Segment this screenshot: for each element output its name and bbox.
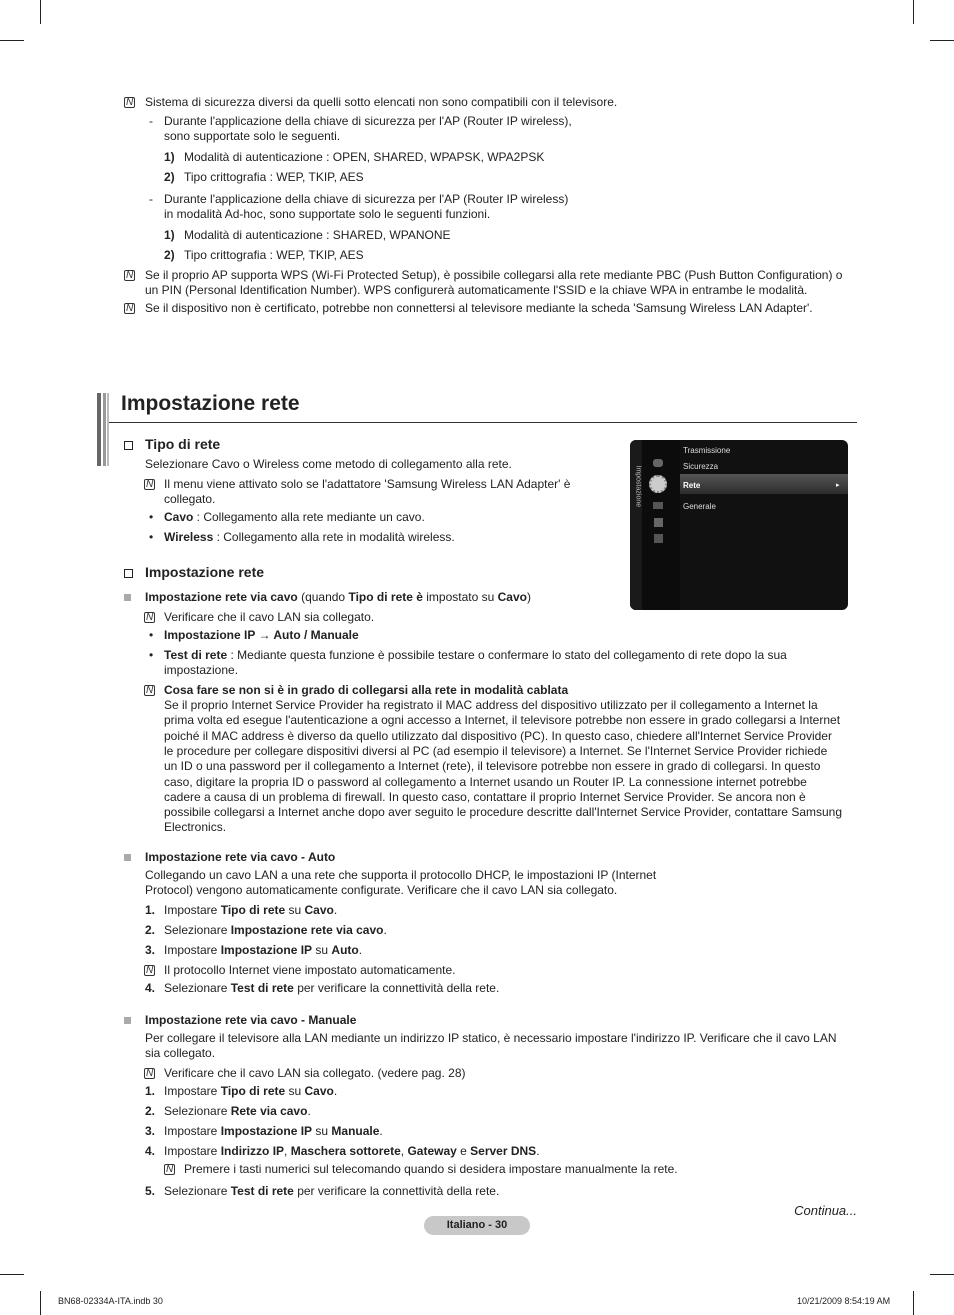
note-text: un PIN (Personal Identification Number). WPS configurerà automaticamente l'SSID e la chiave WPA in entrambe le modalità. — [145, 283, 808, 297]
tv-menu-item: Trasmissione — [683, 446, 731, 455]
note-text: Verificare che il cavo LAN sia collegato. — [164, 610, 375, 624]
dash-text: Durante l'applicazione della chiave di sicurezza per l'AP (Router IP wireless) — [164, 192, 569, 206]
note-line: poiché il MAC address è diverso da quello utilizzato dal dispositivo (PC). In questo caso, chiedere all'Internet Service Provider — [164, 728, 832, 743]
note-line: un ID o una password per il collegamento a Internet (rete), il televisore potrebbe non essere in grado di collegarsi. In questo — [164, 759, 821, 774]
step-text: Selezionare Test di rete per verificare la connettività della rete. — [164, 1184, 500, 1198]
bullet: • — [149, 530, 154, 544]
step-number: 4. — [145, 981, 156, 995]
tv-menu-screenshot — [630, 440, 848, 610]
step-text: Impostare Tipo di rete su Cavo. — [164, 1084, 338, 1098]
bullet: • — [149, 628, 154, 642]
title-underline — [109, 422, 857, 423]
step-number: 4. — [145, 1144, 156, 1158]
bullet-text: Test di rete : Mediante questa funzione è possibile testare o confermare lo stato del collegamento di rete dopo la sua — [164, 648, 787, 662]
dash: - — [149, 192, 153, 206]
checkbox-icon — [124, 441, 133, 450]
tv-menu-item: Sicurezza — [683, 462, 719, 471]
section-line: Impostazione rete via cavo (quando Tipo di rete è impostato su Cavo) — [145, 590, 531, 604]
item-number: 1) — [164, 150, 175, 164]
note-line: Electronics. — [164, 820, 227, 835]
tv-side-label: Impostazione — [634, 465, 642, 508]
dash-text: Durante l'applicazione della chiave di sicurezza per l'AP (Router IP wireless), — [164, 114, 572, 128]
bullet-text: impostazione. — [164, 663, 239, 677]
bullet: • — [149, 510, 154, 524]
step-text: Impostare Impostazione IP su Manuale. — [164, 1124, 383, 1138]
page-number-badge — [424, 1216, 530, 1235]
tv-menu-item: Generale — [683, 502, 716, 511]
paragraph: Collegando un cavo LAN a una rete che supporta il protocollo DHCP, le impostazioni IP (Internet — [145, 868, 657, 882]
bullet: • — [149, 648, 154, 662]
note-line: cadere a causa di un problema di firewall. In questo caso, contattare il proprio Internet Service Provider. Se ancora non è — [164, 789, 806, 804]
note-icon — [144, 685, 155, 696]
crop-mark — [0, 40, 24, 41]
step-text: Impostare Indirizzo IP, Maschera sottorete, Gateway e Server DNS. — [164, 1144, 540, 1158]
note-icon — [124, 97, 135, 108]
step-number: 3. — [145, 1124, 156, 1138]
note-line: Se il proprio Internet Service Provider ha registrato il MAC address del dispositivo utilizzato per il collegamento a Internet la — [164, 698, 818, 712]
step-number: 2. — [145, 923, 156, 937]
title-bar-decoration — [103, 393, 106, 466]
step-number: 3. — [145, 943, 156, 957]
item-text: Modalità di autenticazione : OPEN, SHARED, WPAPSK, WPA2PSK — [184, 150, 545, 164]
note-icon — [144, 1068, 155, 1079]
subheading: Impostazione rete — [145, 564, 265, 580]
note-line: prima volta ed esegue l'autenticazione a ogni accesso a Internet, il televisore potrebbe non essere in grado collegarsi a Internet — [164, 713, 841, 728]
dash-text: sono supportate solo le seguenti. — [164, 129, 341, 143]
support-icon — [654, 534, 663, 543]
note-text: Verificare che il cavo LAN sia collegato. (vedere pag. 28) — [164, 1066, 466, 1080]
footer-date: 10/21/2009 8:54:19 AM — [797, 1296, 891, 1306]
crop-mark — [40, 0, 41, 24]
square-bullet-icon — [124, 1017, 131, 1024]
gear-icon — [649, 475, 667, 493]
tv-menu-item-selected: Rete — [683, 481, 701, 490]
note-line: le procedure per collegare dispositivi diversi al PC (ad esempio il televisore) a Internet. Se l'Internet Service Provider richiede — [164, 743, 828, 758]
broadcast-icon — [653, 459, 663, 467]
paragraph: Per collegare il televisore alla LAN mediante un indirizzo IP statico, è necessario impostare l'indirizzo IP. Verificare che il cavo LAN — [145, 1031, 837, 1045]
bullet-text: Wireless : Collegamento alla rete in modalità wireless. — [164, 530, 455, 544]
input-icon — [654, 518, 663, 527]
note-line: caso, digitare la propria ID o password al collegamento a Internet usando un Router IP. La connessione internet potrebbe — [164, 774, 807, 789]
subheading: Tipo di rete — [145, 436, 221, 452]
footer-file: BN68-02334A-ITA.indb 30 — [58, 1296, 163, 1306]
note-text: Se il proprio AP supporta WPS (Wi-Fi Protected Setup), è possibile collegarsi alla rete mediante PBC (Push Button Configuration) o — [145, 268, 843, 282]
note-icon — [144, 479, 155, 490]
continue-label: Continua... — [794, 1203, 857, 1218]
page-number: Italiano - 30 — [446, 1219, 508, 1231]
page-title: Impostazione rete — [121, 392, 300, 415]
step-number: 1. — [145, 1084, 156, 1098]
item-number: 2) — [164, 170, 175, 184]
bullet-text: Impostazione IP → Auto / Manuale — [164, 628, 359, 642]
note-text: Il menu viene attivato solo se l'adattatore 'Samsung Wireless LAN Adapter' è — [164, 477, 571, 491]
crop-mark — [930, 40, 954, 41]
item-text: Tipo crittografia : WEP, TKIP, AES — [184, 248, 364, 262]
item-number: 2) — [164, 248, 175, 262]
step-number: 5. — [145, 1184, 156, 1198]
step-text: Selezionare Test di rete per verificare la connettività della rete. — [164, 981, 500, 995]
dash: - — [149, 114, 153, 128]
arrow-right-icon: ▸ — [836, 482, 840, 489]
note-line: possibile collegarsi a Internet anche dopo aver seguito le procedure descritte dall'Internet Service Provider, contattare Samsung — [164, 805, 843, 820]
step-number: 2. — [145, 1104, 156, 1118]
crop-mark — [930, 1274, 954, 1275]
note-icon — [144, 965, 155, 976]
step-text: Selezionare Rete via cavo. — [164, 1104, 311, 1118]
crop-mark — [40, 1291, 41, 1315]
crop-mark — [0, 1274, 24, 1275]
square-bullet-icon — [124, 854, 131, 861]
note-icon — [144, 612, 155, 623]
paragraph: sia collegato. — [145, 1046, 216, 1060]
note-icon — [164, 1164, 175, 1175]
square-bullet-icon — [124, 594, 131, 601]
step-text: Selezionare Impostazione rete via cavo. — [164, 923, 387, 937]
paragraph: Selezionare Cavo o Wireless come metodo di collegamento alla rete. — [145, 457, 512, 471]
title-bar-decoration — [107, 393, 109, 466]
crop-mark — [913, 0, 914, 24]
title-bar-decoration — [97, 393, 101, 466]
step-number: 1. — [145, 903, 156, 917]
note-text: Premere i tasti numerici sul telecomando quando si desidera impostare manualmente la rete. — [184, 1162, 678, 1176]
step-text: Impostare Tipo di rete su Cavo. — [164, 903, 338, 917]
item-number: 1) — [164, 228, 175, 242]
paragraph: Protocol) vengono automaticamente configurate. Verificare che il cavo LAN sia collegato. — [145, 883, 618, 897]
note-title: Cosa fare se non si è in grado di collegarsi alla rete in modalità cablata — [164, 683, 569, 697]
item-text: Tipo crittografia : WEP, TKIP, AES — [184, 170, 364, 184]
note-text: Il protocollo Internet viene impostato automaticamente. — [164, 963, 456, 977]
note-text: collegato. — [164, 492, 216, 506]
note-icon — [124, 270, 135, 281]
item-text: Modalità di autenticazione : SHARED, WPANONE — [184, 228, 451, 242]
section-line: Impostazione rete via cavo - Auto — [145, 850, 336, 864]
crop-mark — [913, 1291, 914, 1315]
section-line: Impostazione rete via cavo - Manuale — [145, 1013, 357, 1027]
dash-text: in modalità Ad-hoc, sono supportate solo le seguenti funzioni. — [164, 207, 491, 221]
tv-selection-highlight — [680, 474, 848, 494]
note-text: Sistema di sicurezza diversi da quelli sotto elencati non sono compatibili con il televisore. — [145, 95, 618, 109]
bullet-text: Cavo : Collegamento alla rete mediante un cavo. — [164, 510, 425, 524]
note-icon — [124, 303, 135, 314]
picture-icon — [653, 502, 663, 509]
note-text: Se il dispositivo non è certificato, potrebbe non connettersi al televisore mediante la scheda 'Samsung Wireless LAN Adapter'. — [145, 301, 813, 315]
step-text: Impostare Impostazione IP su Auto. — [164, 943, 363, 957]
checkbox-icon — [124, 569, 133, 578]
